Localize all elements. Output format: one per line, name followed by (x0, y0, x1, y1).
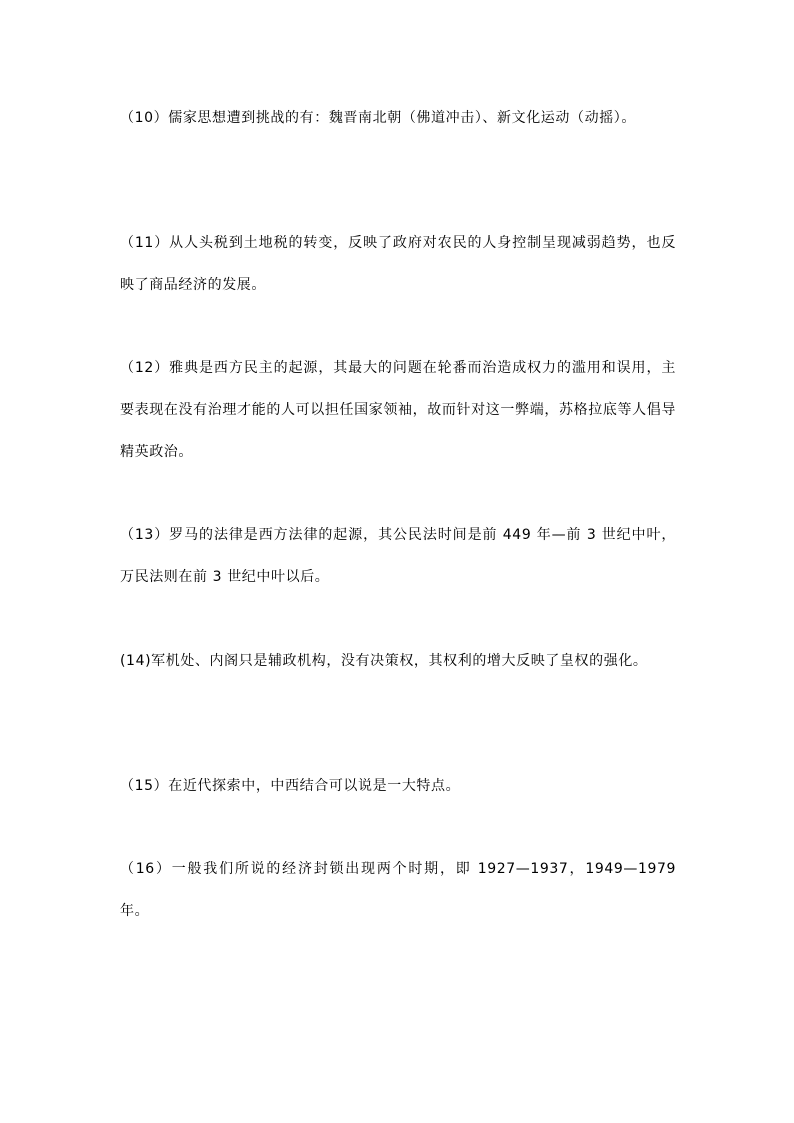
paragraph-14: (14)军机处、内阁只是辅政机构，没有决策权，其权利的增大反映了皇权的强化。 (120, 653, 648, 669)
paragraph-10: （10）儒家思想遭到挑战的有：魏晋南北朝（佛道冲击）、新文化运动（动摇）。 (120, 110, 637, 126)
paragraph-16: （16）一般我们所说的经济封锁出现两个时期，即 1927—1937，1949—1979 年。 (120, 861, 676, 919)
paragraph-12: （12）雅典是西方民主的起源，其最大的问题在轮番而治造成权力的滥用和误用，主要表现在没有治理才能的人可以担任国家领袖，故而针对这一弊端，苏格拉底等人倡导精英政治。 (120, 360, 676, 460)
paragraph-13: （13）罗马的法律是西方法律的起源，其公民法时间是前 449 年—前 3 世纪中叶，万民法则在前 3 世纪中叶以后。 (120, 527, 676, 585)
paragraph-11: （11）从人头税到土地税的转变，反映了政府对农民的人身控制呈现减弱趋势，也反映了商品经济的发展。 (120, 235, 676, 293)
paragraph-15: （15）在近代探索中，中西结合可以说是一大特点。 (120, 778, 461, 794)
